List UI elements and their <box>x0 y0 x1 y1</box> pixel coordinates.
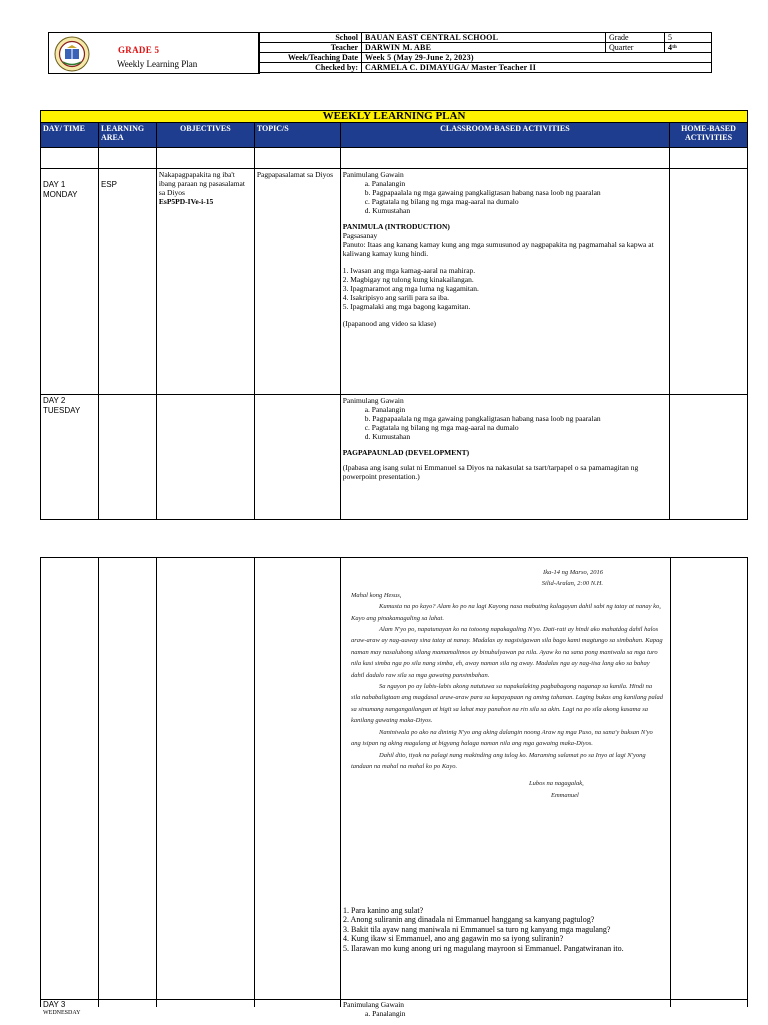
col-topics: TOPIC/S <box>254 123 340 148</box>
col-objectives: OBJECTIVES <box>156 123 254 148</box>
section-heading: PANIMULA (INTRODUCTION) <box>342 222 450 231</box>
routine-item: b. Pagpapaalala ng mga gawaing pangkaligtasan habang nasa loob ng paaralan <box>364 188 601 197</box>
comprehension-questions <box>343 906 673 953</box>
routine-title: Panimulang Gawain <box>343 1000 405 1009</box>
day2-row <box>41 395 748 520</box>
routine-title: Panimulang Gawain <box>342 396 404 405</box>
objective-code: EsP5PD-IVe-i-15 <box>158 197 214 206</box>
col-day-time: DAY/ TIME <box>41 123 99 148</box>
letter-date: Ika-14 ng Marso, 2016 <box>543 569 603 576</box>
activity-title: Pagsasanay <box>342 231 378 240</box>
col-home-activities: HOME-BASED ACTIVITIES <box>670 123 748 148</box>
school-seal-icon <box>54 36 90 72</box>
question-item: 5. Ilarawan mo kung anong uri ng magulang mayroon si Emmanuel. Pangatwiranan ito. <box>343 943 624 953</box>
quarter-value: 4ᵗʰ <box>665 43 712 53</box>
question-item: 4. Kung ikaw si Emmanuel, ano ang gagawin mo sa iyong suliranin? <box>343 934 564 944</box>
routine-item: a. Panalangin <box>364 405 406 414</box>
letter-salutation: Mahal kong Hesus, <box>351 591 402 599</box>
letter-to-god <box>351 567 663 801</box>
exercise-item: 1. Iwasan ang mga kamag-aaral na mahirap. <box>342 266 476 275</box>
video-note: (Ipapanood ang video sa klase) <box>342 319 437 328</box>
question-item: 2. Anong suliranin ang dinadala ni Emmanuel hanggang sa kanyang pagtulog? <box>343 915 595 925</box>
info-label: Quarter <box>606 43 665 53</box>
exercise-item: 3. Ipagmaramot ang mga luma ng kagamitan. <box>342 284 479 293</box>
teacher-name: DARWIN M. ABE <box>362 43 606 53</box>
day3-row <box>40 999 748 1025</box>
routine-item: c. Pagtatala ng bilang ng mga mag-aaral na dumalo <box>364 197 519 206</box>
routine-item: a. Panalangin <box>364 179 406 188</box>
day3-weekday: WEDNESDAY <box>43 1010 81 1016</box>
day1-objective-cell <box>156 169 254 395</box>
info-label: Teacher <box>259 43 362 53</box>
info-label: Week/Teaching Date <box>259 53 362 63</box>
info-label: Grade <box>606 33 665 43</box>
info-label: School <box>259 33 362 43</box>
teaching-date: Week 5 (May 29-June 2, 2023) <box>362 53 712 63</box>
exercise-item: 5. Ipagmalaki ang mga bagong kagamitan. <box>342 302 471 311</box>
plan-title: Weekly Learning Plan <box>117 59 198 69</box>
day1-area-cell <box>98 169 156 395</box>
day1-cell <box>41 169 99 395</box>
letter-paragraph: Dahil dito, tiyak na palagi nang makinding ang tulog ko. Maraming salamat po sa Inyo at lagi N'yong tandaan na mahal na mahal ko po Kayo. <box>351 751 646 770</box>
checked-by: CARMELA C. DIMAYUGA/ Master Teacher II <box>362 63 712 73</box>
letter-paragraph: Kumusta na po kayo? Alam ko po na lagi Kayong nasa mabuting kalagayan dahil sabi ng tatay at nanay ko, Kayo ang pinakamagaling sa lahat. <box>351 603 661 622</box>
day2-weekday: TUESDAY <box>43 406 81 415</box>
section-heading: PAGPAPAUNLAD (DEVELOPMENT) <box>342 448 470 457</box>
exercise-item: 2. Magbigay ng tulong kung kinakailangan. <box>342 275 474 284</box>
day2-label: DAY 2 <box>43 396 66 405</box>
question-item: 1. Para kanino ang sulat? <box>343 906 424 915</box>
exercise-item: 4. Isakripisyo ang sarili para sa iba. <box>342 293 449 302</box>
routine-item: d. Kumustahan <box>364 432 411 441</box>
routine-title: Panimulang Gawain <box>342 170 404 179</box>
instructions: Panuto: Itaas ang kanang kamay kung ang mga sumusunod ay nagpapakita ng pagmamahal sa kapwa at kaliwang kamay kung hindi. <box>342 240 654 258</box>
routine-item: c. Pagtatala ng bilang ng mga mag-aaral na dumalo <box>364 423 519 432</box>
spacer-row <box>41 148 748 169</box>
grade-value: 5 <box>665 33 712 43</box>
letter-paragraph: Sa ngayon po ay labis-labis akong natutuwa sa napakalaking pagbabagong naganap sa kanila. Hindi na sila nababaligtaan ang magdasal araw-araw para sa kapayapaan ng aming tahanan. Laging bukas ang kanilang palad sa sinumang nangangailangan at higit sa lahat may panahon na rin sila sa akin. Lagi na po sila akong kasama sa kanilang gawaing maka-Diyos. <box>351 683 664 725</box>
weekly-plan-table <box>40 110 748 520</box>
day1-home-cell <box>670 169 748 395</box>
info-row-school <box>259 33 712 43</box>
letter-signature: Emmanuel <box>551 791 579 799</box>
routine-item: a. Panalangin <box>365 1009 406 1018</box>
info-label: Checked by: <box>259 63 362 73</box>
grade-title: GRADE 5 <box>118 45 160 55</box>
column-header-row <box>41 123 748 148</box>
day1-topic-cell <box>254 169 340 395</box>
day2-activities-cell <box>340 395 669 520</box>
school-info-table <box>258 32 712 73</box>
letter-closing: Lubos na nagagalak, <box>529 780 584 788</box>
info-row-checked <box>259 63 712 73</box>
day2-cell <box>41 395 99 520</box>
plan-banner: WEEKLY LEARNING PLAN <box>41 111 748 123</box>
topic-text: Pagpapasalamat sa Diyos <box>256 170 334 179</box>
day1-label: DAY 1 <box>43 180 66 189</box>
school-name: BAUAN EAST CENTRAL SCHOOL <box>362 33 606 43</box>
col-learning-area: LEARNING AREA <box>98 123 156 148</box>
day1-weekday: MONDAY <box>43 190 78 199</box>
question-item: 3. Bakit tila ayaw nang maniwala ni Emmanuel sa turo ng kanyang mga magulang? <box>343 924 611 934</box>
day1-activities-cell <box>340 169 669 395</box>
letter-paragraph: Naniniwala po ako na dininig N'yo ang aking dalangin noong Araw ng mga Puso, na sana'y buksan N'yo ang isipan ng aking magulang at bigyang halaga naman nila ang mga gawaing maka-Diyos. <box>351 728 653 748</box>
reading-note: (Ipabasa ang isang sulat ni Emmanuel sa Diyos na nakasulat sa tsart/tarpapel o sa pamamagitan ng powerpoint presentation.) <box>342 463 639 481</box>
letter-paragraph: Alam N'yo po, napatunayan ko na totoong napakagaling N'yo. Dati-rati ay hindi ako mahatdog dahil halos araw-araw ay nag-aaway sina tatay at nanay. Madalas ay nagsisigawan sila bago kami magtungo sa simbahan. Kapag naman may nasalubong silang mamamalimos ay binubulyawan pa nila. Ayaw ko na sana pong maniwala sa mga turo nila kasi simba nga po sila nang simba, eh, away naman sila ng away. Madalas nga ay nag-iisa lang ako sa bahay dahil dadalo raw sila sa mga gawaing pansimbahan. <box>351 626 663 679</box>
info-row-week <box>259 53 712 63</box>
letter-place: Silid-Aralan, 2:00 N.H. <box>541 580 603 588</box>
objective-text: Nakapagpapakita ng iba't ibang paraan ng pasasalamat sa Diyos <box>158 170 245 197</box>
day3-label: DAY 3 <box>43 1000 66 1009</box>
col-classroom-activities: CLASSROOM-BASED ACTIVITIES <box>340 123 669 148</box>
routine-item: d. Kumustahan <box>364 206 411 215</box>
routine-item: b. Pagpapaalala ng mga gawaing pangkaligtasan habang nasa loob ng paaralan <box>364 414 601 423</box>
day1-row <box>41 169 748 395</box>
learning-area: ESP <box>100 180 117 189</box>
info-row-teacher <box>259 43 712 53</box>
